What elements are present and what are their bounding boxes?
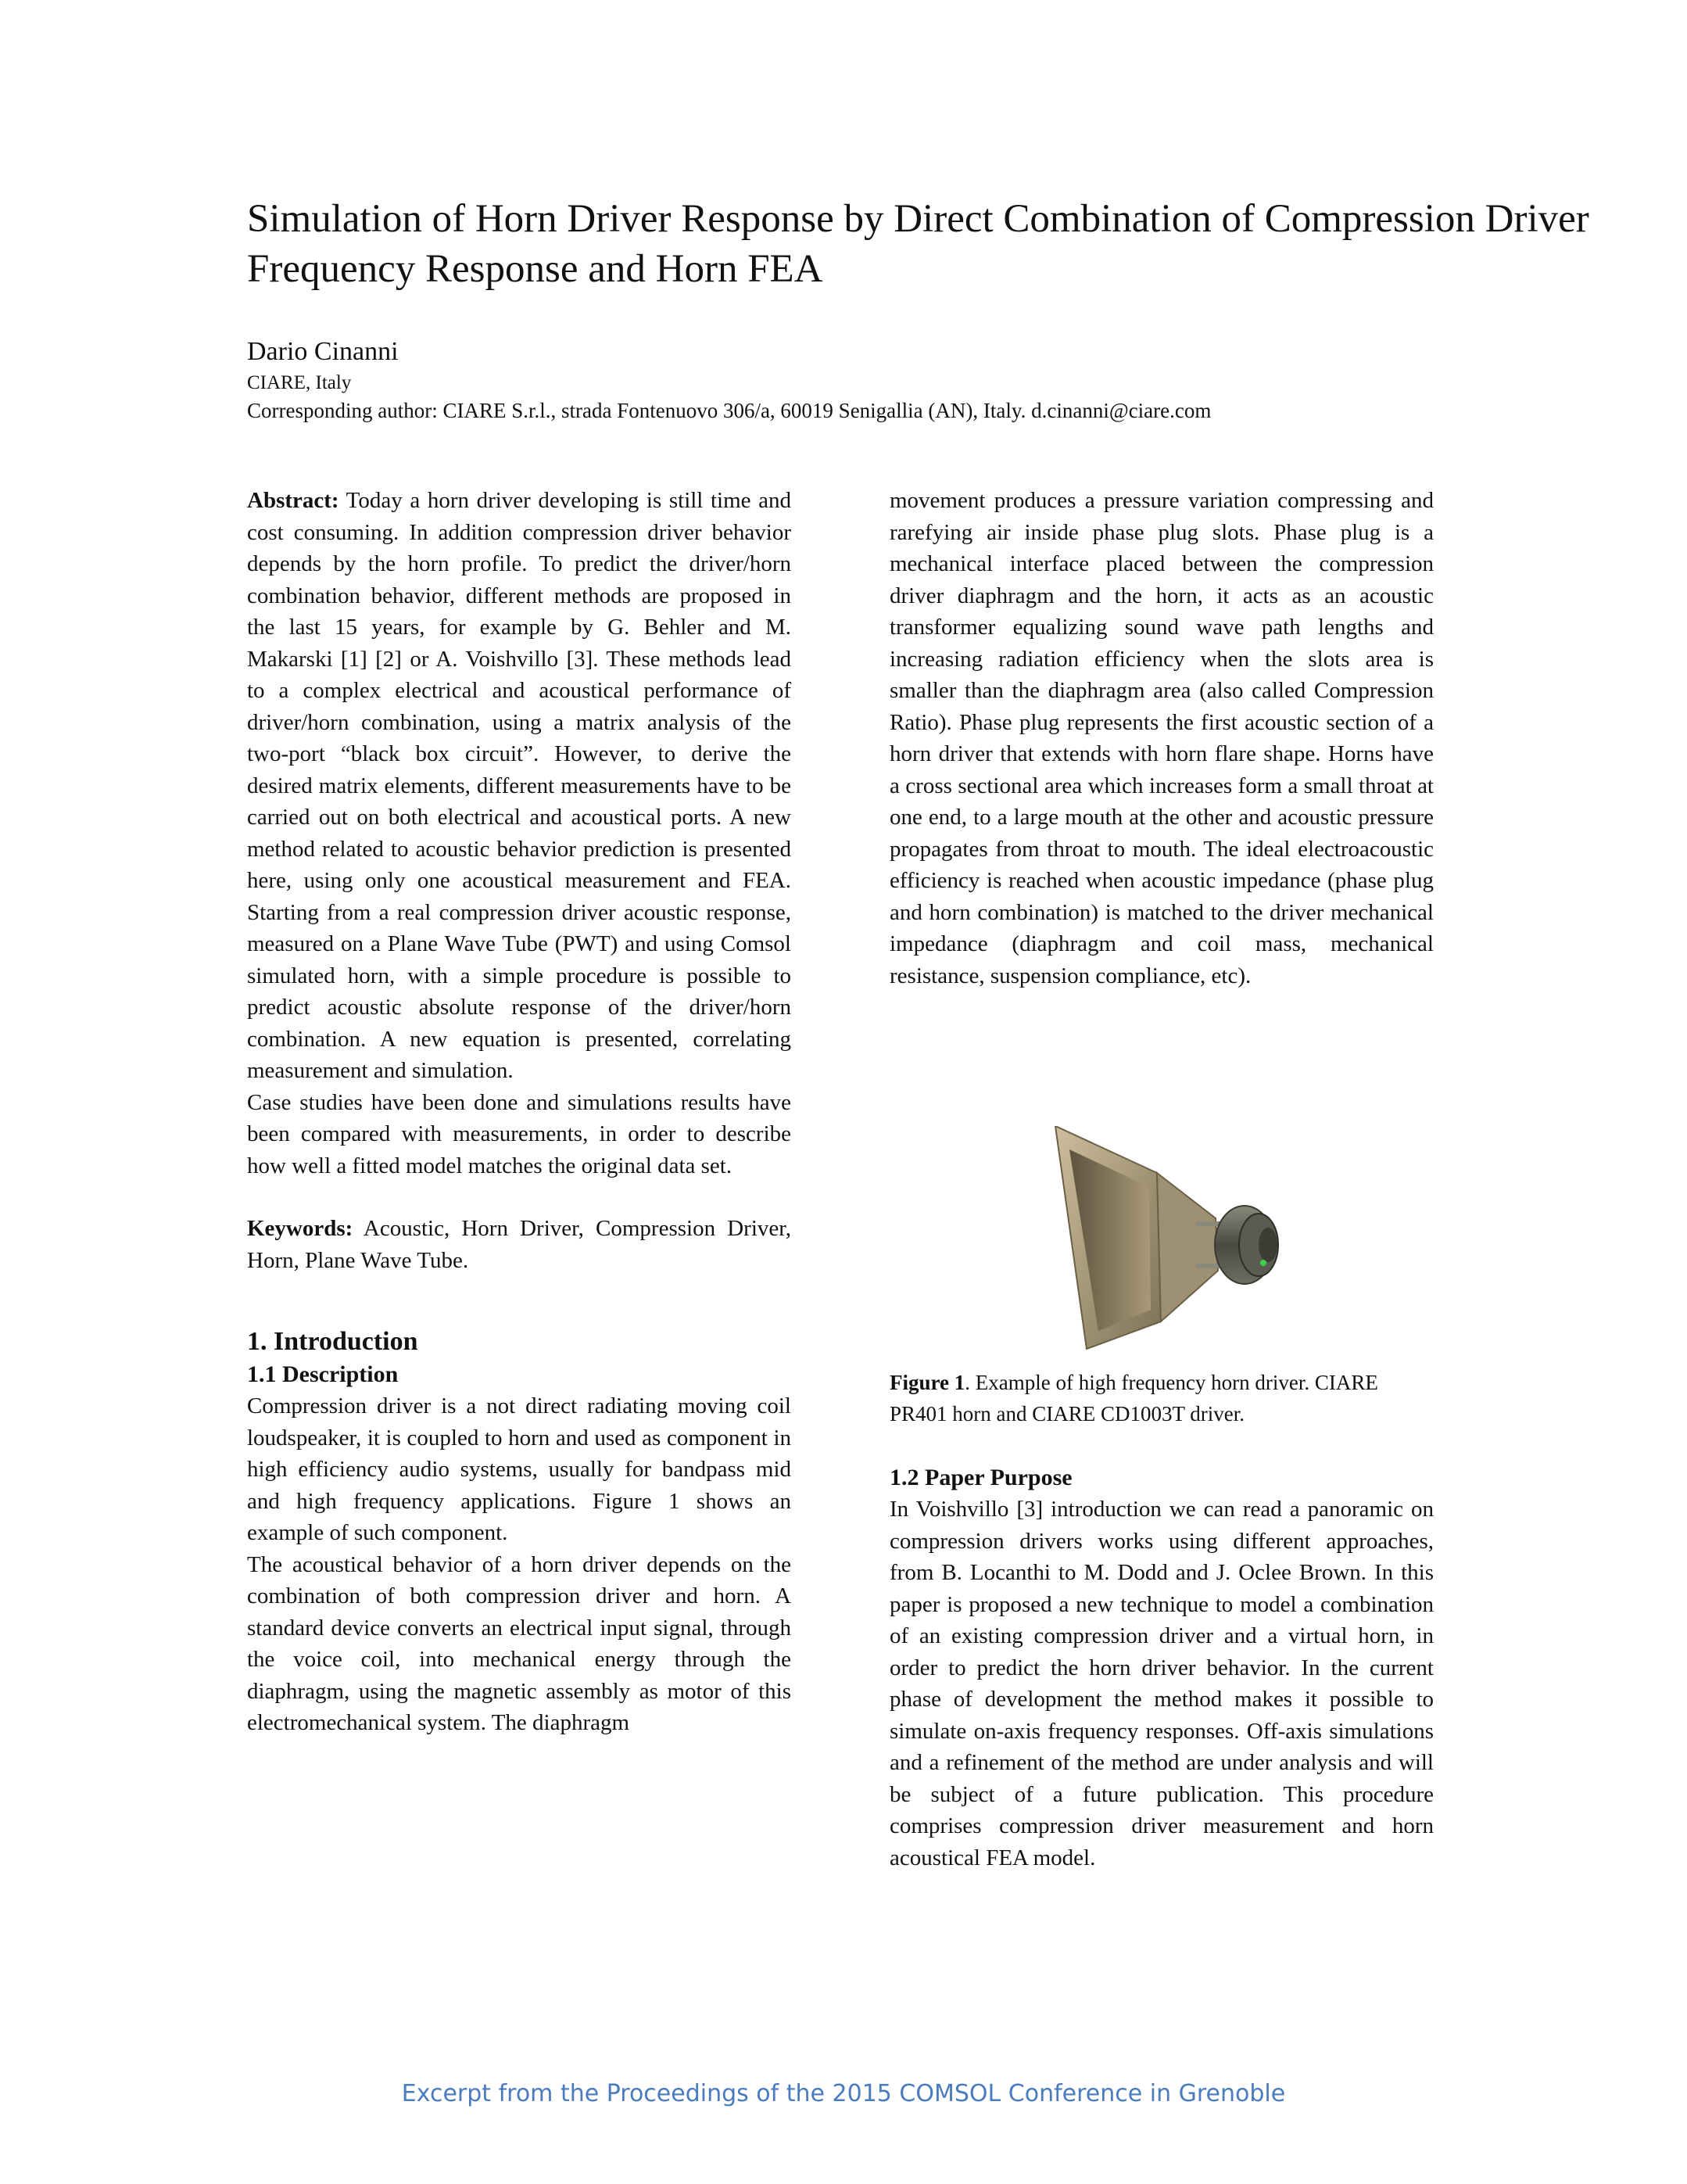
intro-paragraph-1: Compression driver is a not direct radiating moving coil loudspeaker, it is coupled to horn and used as component in high efficiency audio systems, usually for bandpass mid and high frequency applications. Figure 1 shows an example of such component. bbox=[247, 1393, 791, 1545]
horn-driver-figure bbox=[1040, 1126, 1306, 1353]
figure-caption bbox=[890, 1367, 1437, 1429]
right-column bbox=[890, 485, 1434, 992]
figure-caption-text: . Example of high frequency horn driver. CIARE PR401 horn and CIARE CD1003T driver. bbox=[890, 1371, 1378, 1426]
subsection-heading-paper-purpose: 1.2 Paper Purpose bbox=[890, 1465, 1073, 1490]
subsection-heading-description: 1.1 Description bbox=[247, 1361, 399, 1387]
paper-title: Simulation of Horn Driver Response by Direct Combination of Compression Driver Frequency Response and Horn FEA bbox=[247, 197, 1589, 291]
intro-paragraph-2: The acoustical behavior of a horn driver depends on the combination of both compression driver and horn. A standard device converts an electrical input signal, through the voice coil, into mechanical energy through the diaphragm, using the magnetic assembly as motor of this electromechanical system. The diaphragm bbox=[247, 1551, 791, 1735]
keywords-text: Acoustic, Horn Driver, Compression Driver, Horn, Plane Wave Tube. bbox=[247, 1216, 791, 1273]
left-column bbox=[247, 485, 791, 1739]
corresponding-author: Corresponding author: CIARE S.r.l., strada Fontenuovo 306/a, 60019 Senigallia (AN), Italy. d.cinanni@ciare.com bbox=[247, 399, 1212, 422]
abstract-text: Today a horn driver developing is still time and cost consuming. In addition compression driver behavior depends by the horn profile. To predict the driver/horn combination behavior, different methods are proposed in the last 15 years, for example by G. Behler and M. Makarski [1] [2] or A. Voishvillo [3]. These methods lead to a complex electrical and acoustical performance of driver/horn combination, using a matrix analysis of the two-port “black box circuit”. However, to derive the desired matrix elements, different measurements have to be carried out on both electrical and acoustical ports. A new method related to acoustic behavior prediction is presented here, using only one acoustical measurement and FEA. Starting from a real compression driver acoustic response, measured on a Plane Wave Tube (PWT) and using Comsol simulated horn, with a simple procedure is possible to predict acoustic absolute response of the driver/horn combination. A new equation is presented, correlating measurement and simulation. bbox=[247, 488, 791, 1083]
paper-purpose-text: In Voishvillo [3] introduction we can read a panoramic on compression drivers works using different approaches, from B. Locanthi to M. Dodd and J. Oclee Brown. In this paper is proposed a new technique to model a combination of an existing compression driver and a virtual horn, in order to predict the horn driver behavior. In the current phase of development the method makes it possible to simulate on-axis frequency responses. Off-axis simulations and a refinement of the method are under analysis and will be subject of a future publication. This procedure comprises compression driver measurement and horn acoustical FEA model. bbox=[890, 1497, 1434, 1870]
abstract-text-2: Case studies have been done and simulations results have been compared with measurements, in order to describe how well a fitted model matches the original data set. bbox=[247, 1089, 791, 1178]
section-heading-introduction: 1. Introduction bbox=[247, 1327, 418, 1356]
abstract bbox=[247, 485, 791, 1087]
figure-label: Figure 1 bbox=[890, 1371, 965, 1394]
author-name: Dario Cinanni bbox=[247, 337, 399, 366]
keywords-label: Keywords: bbox=[247, 1216, 353, 1241]
paper-purpose-section bbox=[890, 1462, 1434, 1874]
keywords bbox=[247, 1213, 791, 1276]
author-affiliation: CIARE, Italy bbox=[247, 372, 352, 393]
abstract-label: Abstract: bbox=[247, 488, 339, 513]
right-column-paragraph: movement produces a pressure variation compressing and rarefying air inside phase plug slots. Phase plug is a mechanical interface placed between the compression driver diaphragm and the horn, it acts as an acoustic transformer equalizing sound wave path lengths and increasing radiation efficiency when the slots area is smaller than the diaphragm area (also called Compression Ratio). Phase plug represents the first acoustic section of a horn driver that extends with horn flare shape. Horns have a cross sectional area which increases form a small throat at one end, to a large mouth at the other and acoustic pressure propagates from throat to mouth. The ideal electroacoustic efficiency is reached when acoustic impedance (phase plug and horn combination) is matched to the driver mechanical impedance (diaphragm and coil mass, mechanical resistance, suspension compliance, etc). bbox=[890, 488, 1434, 988]
conference-footer: Excerpt from the Proceedings of the 2015 COMSOL Conference in Grenoble bbox=[401, 2080, 1286, 2107]
